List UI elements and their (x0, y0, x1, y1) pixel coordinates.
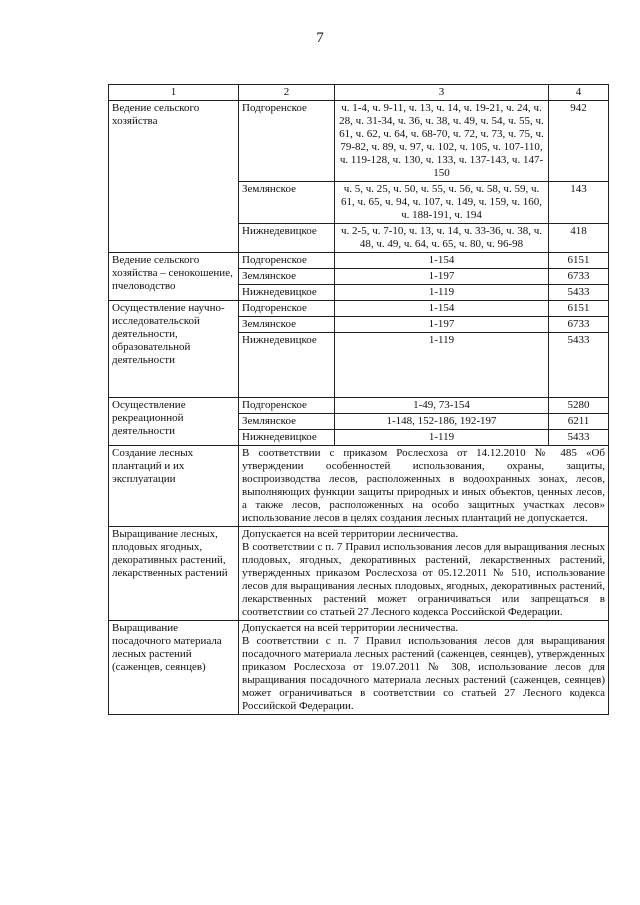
description-cell (239, 527, 609, 621)
forestry-cell: Нижнедевицкое (239, 333, 335, 398)
description-paragraph: Допускается на всей территории лесничества. (242, 528, 459, 540)
area-cell: 6733 (549, 269, 609, 285)
quarters-cell: 1-49, 73-154 (335, 398, 549, 414)
description-paragraph: В соответствии с приказом Рослесхоза от 14.12.2010 № 485 «Об утверждении особенностей использования, охраны, защиты, воспроизводства лесов, расположенных в водоохранных зонах, лесов, выполняющих функции защиты природных и иных объектов, ценных лесов, а также лесов, расположенных на особо защитных участках лесов» использование лесов в целях создания лесных плантаций не допускается. (242, 447, 605, 524)
area-cell: 5280 (549, 398, 609, 414)
header-col-3: 3 (335, 85, 549, 101)
area-cell: 6151 (549, 253, 609, 269)
description-paragraph: В соответствии с п. 7 Правил использования лесов для выращивания посадочного материала лесных растений (саженцев, сеянцев), утвержденных приказом Рослесхоза от 19.07.2011 № 308, использование лесов для выращивания посадочного материала лесных растений (саженцев, сеянцев) может ограничиваться в соответствии со статьей 27 Лесного кодекса Российской Федерации. (242, 635, 605, 712)
area-cell: 5433 (549, 430, 609, 446)
area-cell: 5433 (549, 333, 609, 398)
forestry-cell: Землянское (239, 317, 335, 333)
table-row (109, 398, 609, 414)
quarters-cell: 1-148, 152-186, 192-197 (335, 414, 549, 430)
table-row (109, 101, 609, 182)
area-cell: 143 (549, 182, 609, 224)
forestry-cell: Нижнедевицкое (239, 285, 335, 301)
area-cell: 942 (549, 101, 609, 182)
header-col-1: 1 (109, 85, 239, 101)
quarters-cell: 1-197 (335, 317, 549, 333)
quarters-cell: ч. 1-4, ч. 9-11, ч. 13, ч. 14, ч. 19-21, ч. 24, ч. 28, ч. 31-34, ч. 36, ч. 38, ч. 49, ч. 54, ч. 55, ч. 61, ч. 62, ч. 64, ч. 68-70, ч. 72, ч. 73, ч. 75, ч. 79-82, ч. 89, ч. 97, ч. 102, ч. 105, ч. 107-110, ч. 119-128, ч. 130, ч. 133, ч. 137-143, ч. 147-150 (335, 101, 549, 182)
area-cell: 6151 (549, 301, 609, 317)
table-header-row (109, 85, 609, 101)
table-row (109, 621, 609, 715)
table-row (109, 527, 609, 621)
quarters-cell: 1-154 (335, 301, 549, 317)
quarters-cell: 1-119 (335, 430, 549, 446)
activity-cell: Ведение сельского хозяйства – сенокошение, пчеловодство (109, 253, 239, 301)
description-paragraph: В соответствии с п. 7 Правил использования лесов для выращивания лесных плодовых, ягодных, декоративных растений, лекарственных растений, утвержденных приказом Рослесхоза от 05.12.2011 № 510, использование лесов для выращивания лесных плодовых, ягодных, декоративных растений, лекарственных растений может ограничиваться или запрещаться в соответствии со статьей 27 Лесного кодекса Российской Федерации. (242, 541, 605, 618)
activity-cell: Ведение сельского хозяйства (109, 101, 239, 253)
forestry-cell: Подгоренское (239, 253, 335, 269)
quarters-cell: ч. 2-5, ч. 7-10, ч. 13, ч. 14, ч. 33-36, ч. 38, ч. 48, ч. 49, ч. 64, ч. 65, ч. 80, ч. 96-98 (335, 224, 549, 253)
header-col-2: 2 (239, 85, 335, 101)
area-cell: 418 (549, 224, 609, 253)
forestry-cell: Подгоренское (239, 398, 335, 414)
forestry-cell: Подгоренское (239, 301, 335, 317)
quarters-cell: 1-154 (335, 253, 549, 269)
forestry-cell: Нижнедевицкое (239, 430, 335, 446)
activity-cell: Осуществление рекреационной деятельности (109, 398, 239, 446)
forestry-cell: Землянское (239, 269, 335, 285)
description-cell (239, 621, 609, 715)
quarters-cell: 1-197 (335, 269, 549, 285)
forestry-cell: Землянское (239, 182, 335, 224)
activity-cell: Выращивание лесных, плодовых ягодных, декоративных растений, лекарственных растений (109, 527, 239, 621)
quarters-cell: 1-119 (335, 285, 549, 301)
table-row (109, 253, 609, 269)
activity-cell: Выращивание посадочного материала лесных растений (саженцев, сеянцев) (109, 621, 239, 715)
forestry-cell: Землянское (239, 414, 335, 430)
forestry-cell: Нижнедевицкое (239, 224, 335, 253)
description-paragraph: Допускается на всей территории лесничества. (242, 622, 459, 634)
page-number: 7 (316, 30, 324, 46)
description-cell (239, 446, 609, 527)
area-cell: 6733 (549, 317, 609, 333)
header-col-4: 4 (549, 85, 609, 101)
forestry-cell: Подгоренское (239, 101, 335, 182)
activity-cell: Создание лесных плантаций и их эксплуатации (109, 446, 239, 527)
quarters-cell: 1-119 (335, 333, 549, 398)
table-row (109, 301, 609, 317)
table-row (109, 446, 609, 527)
area-cell: 6211 (549, 414, 609, 430)
forest-use-table (108, 84, 609, 715)
activity-cell: Осуществление научно-исследовательской деятельности, образовательной деятельности (109, 301, 239, 398)
area-cell: 5433 (549, 285, 609, 301)
quarters-cell: ч. 5, ч. 25, ч. 50, ч. 55, ч. 56, ч. 58, ч. 59, ч. 61, ч. 65, ч. 94, ч. 107, ч. 149, ч. 159, ч. 160, ч. 188-191, ч. 194 (335, 182, 549, 224)
